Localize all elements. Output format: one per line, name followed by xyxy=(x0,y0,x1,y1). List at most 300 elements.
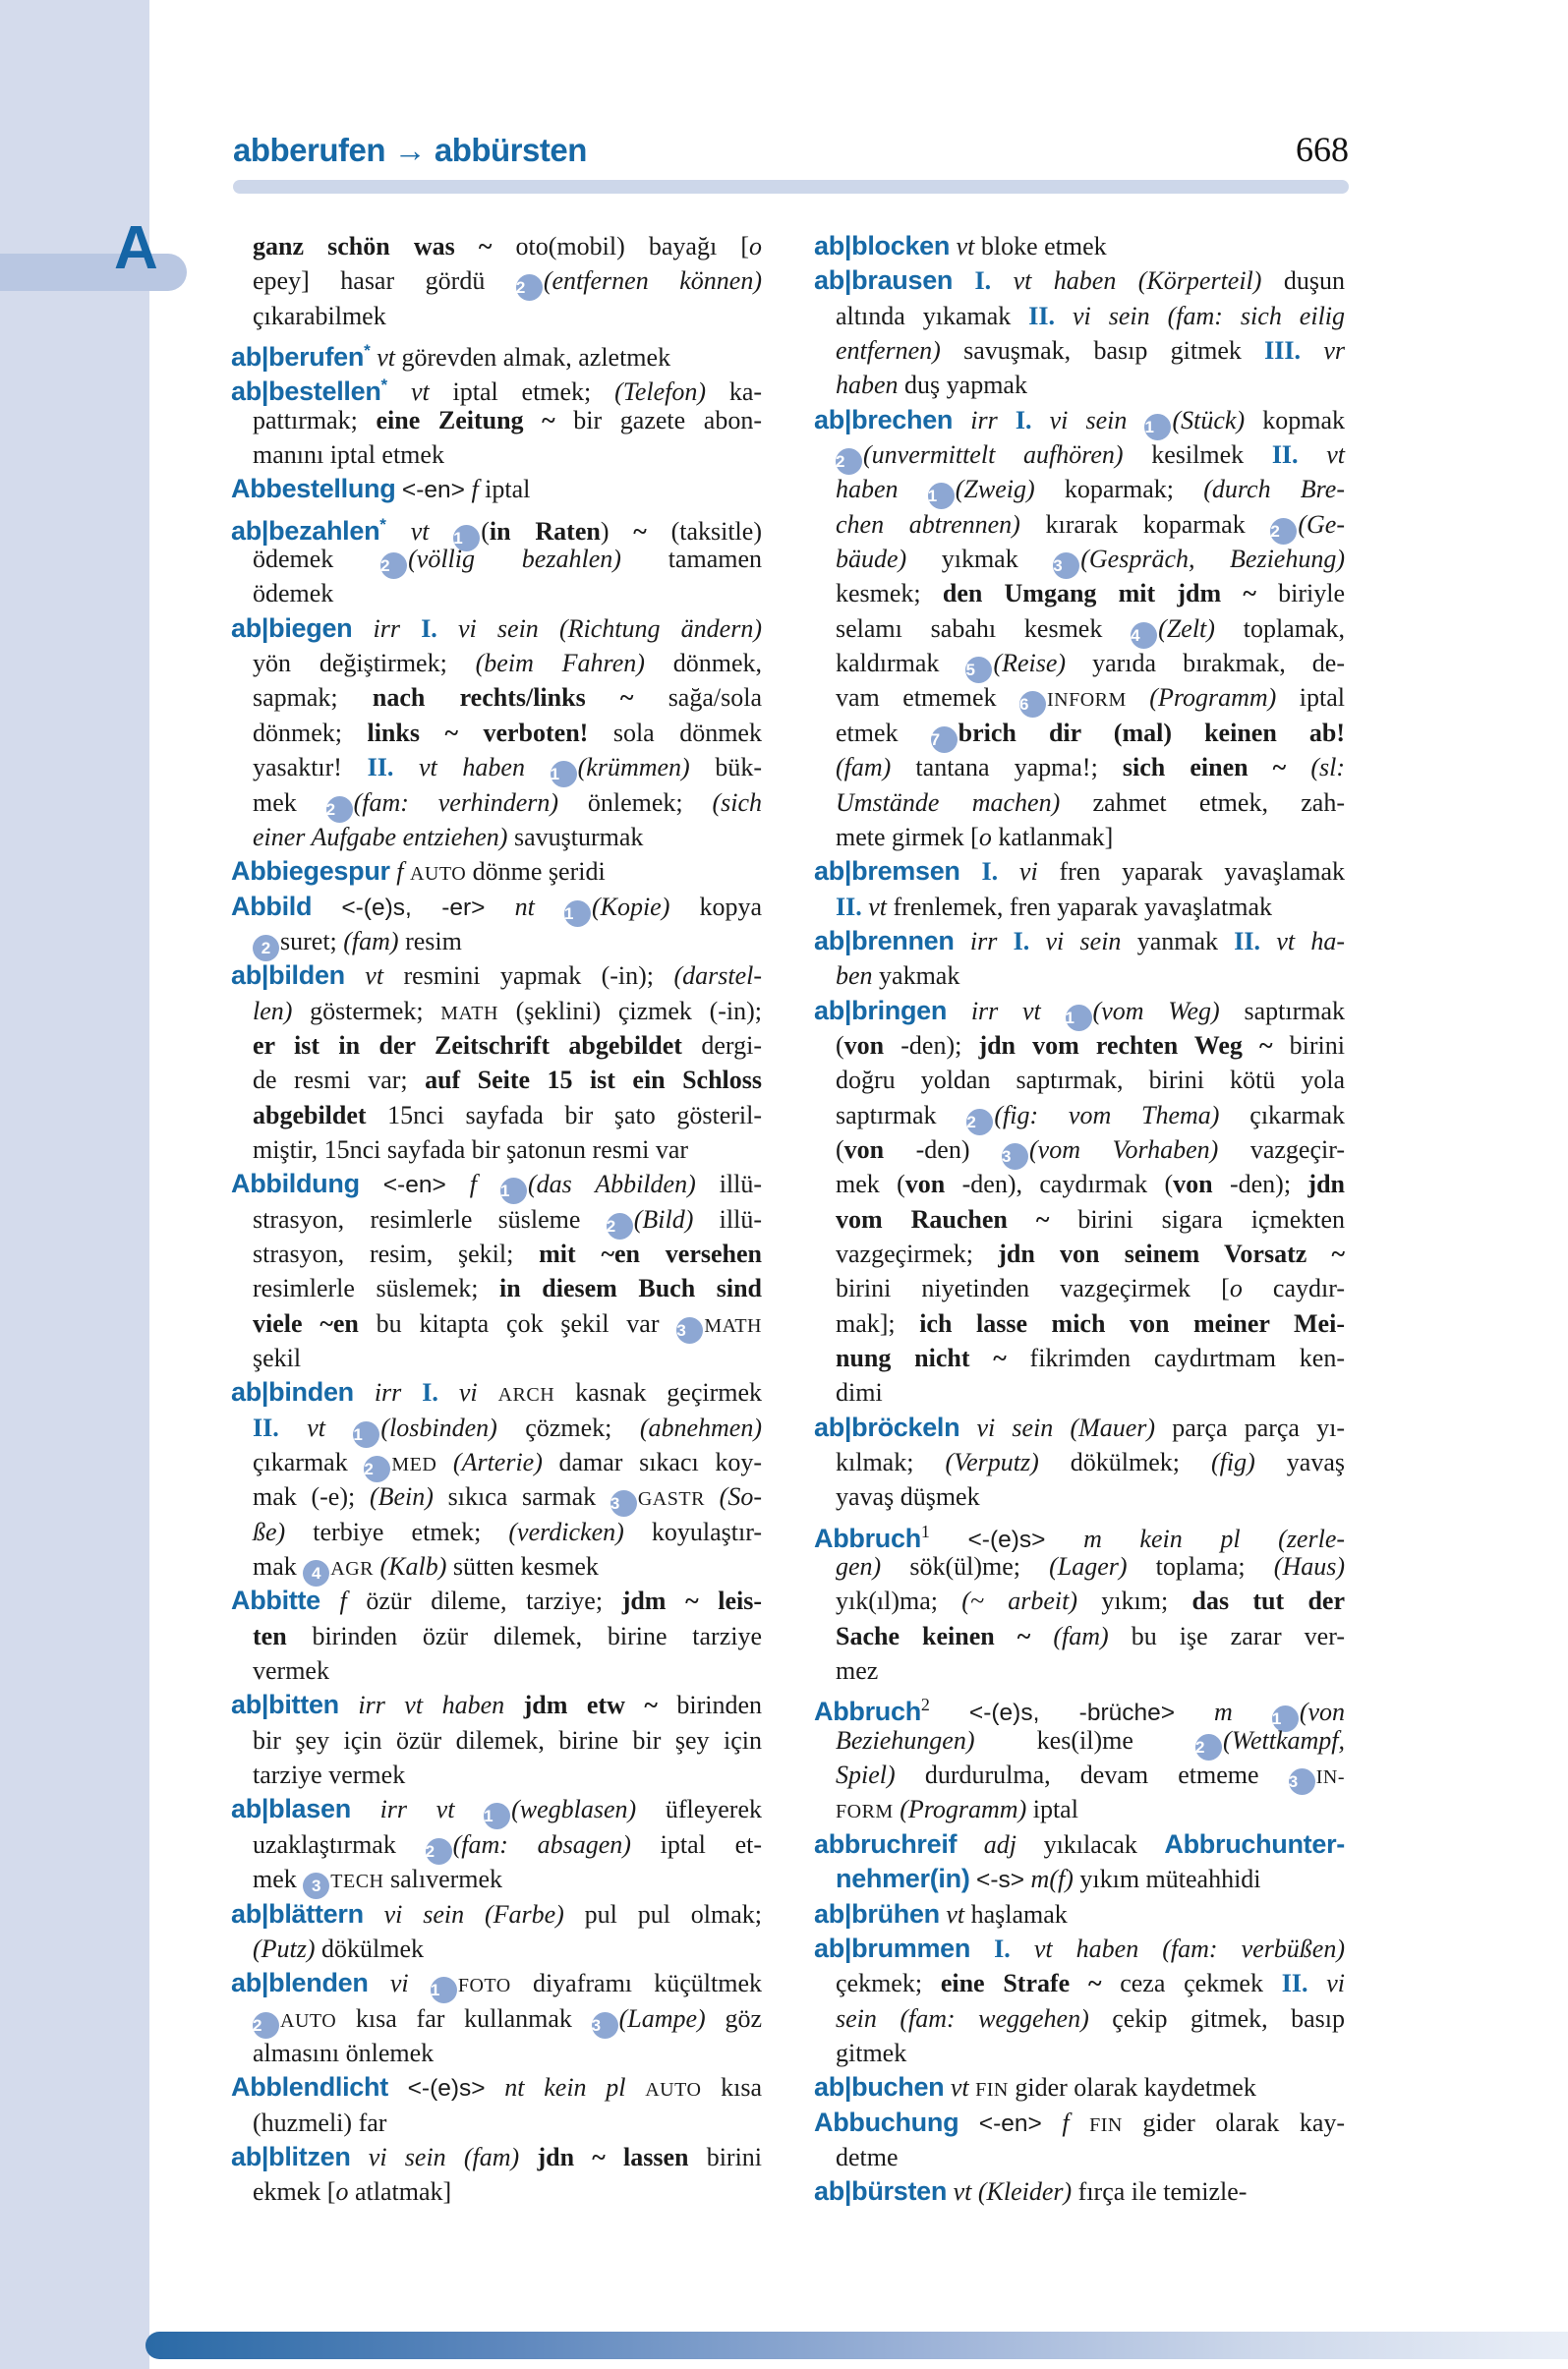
text: iptal et- xyxy=(630,1829,762,1859)
grammar-or-gloss-italic: ben xyxy=(836,961,873,991)
text xyxy=(991,266,1013,295)
sense-roman-numeral: II. xyxy=(1271,440,1299,470)
example-bold: jdn von seinem Vorsatz ~ xyxy=(998,1239,1345,1268)
grammar-or-gloss-italic: chen abtrennen) xyxy=(836,509,1020,539)
homograph-number: 1 xyxy=(920,1521,930,1541)
text xyxy=(705,1482,720,1511)
entry-line xyxy=(231,646,762,680)
text: damar sıkacı koy- xyxy=(542,1448,763,1477)
headword: ab|blenden xyxy=(231,1968,369,1998)
text xyxy=(1011,1935,1034,1963)
entry-line xyxy=(814,333,1345,368)
grammar-or-gloss-italic: (Kopie) xyxy=(591,892,670,921)
grammar-or-gloss-italic: vi sein xyxy=(1045,926,1122,955)
grammar-or-gloss-italic: ße) xyxy=(253,1517,286,1546)
sense-number-badge: 1 xyxy=(1272,1705,1299,1732)
text xyxy=(1030,1622,1053,1650)
grammar-or-gloss-italic: vt ha- xyxy=(1276,926,1346,955)
text: iptal xyxy=(1026,1795,1078,1824)
sense-number-badge: 2 xyxy=(1195,1734,1222,1761)
text: çıkarabilmek xyxy=(253,301,386,330)
text: savuşmak, basıp gitmek xyxy=(940,336,1265,366)
entry-line xyxy=(814,1063,1345,1097)
text xyxy=(345,961,365,990)
text: kısa far kullanmak xyxy=(336,2003,592,2033)
text xyxy=(400,614,421,643)
grammar-or-gloss-italic: (unvermittelt aufhören) xyxy=(863,440,1124,470)
entry-line xyxy=(814,507,1345,542)
entry-line xyxy=(231,229,762,263)
text xyxy=(409,1969,431,1997)
entry-line xyxy=(231,2001,762,2036)
text xyxy=(312,893,341,921)
grammar-or-gloss-italic: (vom Vorhaben) xyxy=(1029,1134,1219,1164)
text: mak (-e); xyxy=(253,1482,370,1512)
grammar-or-gloss-italic: (von xyxy=(1299,1698,1346,1727)
text: mak]; xyxy=(836,1308,920,1338)
text: göstermek; xyxy=(292,996,441,1025)
domain-label: GASTR xyxy=(637,1488,705,1511)
page-number: 668 xyxy=(1296,130,1349,169)
text: çözmek; xyxy=(496,1413,640,1442)
entry-line xyxy=(814,611,1345,646)
text: sıkıca sarmak xyxy=(433,1482,610,1512)
text: (huzmeli) far xyxy=(253,2108,387,2137)
headword: ab|berufen xyxy=(231,342,365,373)
text: ( xyxy=(481,516,490,546)
text: gider olarak kay- xyxy=(1122,2108,1346,2137)
text: bir şey için özür dilemek, birine bir şey için xyxy=(253,1725,762,1755)
text xyxy=(1029,927,1045,955)
entry-line xyxy=(814,1237,1345,1271)
grammar-or-gloss-italic: vi sein (Richtung ändern) xyxy=(457,613,762,643)
entry-line xyxy=(231,994,762,1028)
text: bük- xyxy=(689,753,763,782)
text: sütten kesmek xyxy=(446,1552,599,1582)
grammar-or-gloss-italic: Beziehungen) xyxy=(836,1725,975,1755)
grammar-or-gloss-italic: bäude) xyxy=(836,545,907,574)
text: ( xyxy=(836,1134,844,1164)
entry-line xyxy=(814,1862,1345,1896)
entry-line xyxy=(814,680,1345,715)
headword: ab|bürsten xyxy=(814,2176,948,2207)
text: sök(ül)me; xyxy=(881,1552,1050,1582)
sense-number-badge: 1 xyxy=(1144,414,1171,440)
entry-line xyxy=(231,507,762,548)
entry-line xyxy=(814,1375,1345,1410)
headword: ab|blasen xyxy=(231,1794,351,1824)
grammar-or-gloss-italic: (entfernen können) xyxy=(543,266,762,296)
grammar-or-gloss-italic: (losbinden) xyxy=(380,1413,497,1442)
grammar-or-gloss-italic: (das Abbilden) xyxy=(527,1170,696,1199)
headword-asterisk: * xyxy=(379,514,386,534)
entry-line xyxy=(814,1306,1345,1341)
grammar-or-gloss-italic: vt xyxy=(953,2177,972,2207)
grammar-or-gloss-italic: Umstände machen) xyxy=(836,787,1061,817)
grammar-or-gloss-italic: vi sein (Farbe) xyxy=(383,1899,564,1929)
text xyxy=(279,1414,307,1442)
grammar-or-gloss-italic: vt haben (fam: verbüßen) xyxy=(1033,1934,1346,1963)
text: bloke etmek xyxy=(974,232,1107,260)
domain-label: MED xyxy=(391,1454,437,1476)
entry-line xyxy=(814,1723,1345,1758)
grammar-or-gloss-italic: (vom Weg) xyxy=(1092,996,1220,1025)
text: strasyon, resimlerle süsleme xyxy=(253,1204,607,1234)
example-bold: nung nicht ~ xyxy=(836,1344,1007,1372)
entry-line xyxy=(231,1966,762,2000)
grammar-or-gloss-italic: gen) xyxy=(836,1552,882,1582)
entry-line xyxy=(231,403,762,437)
entry-line xyxy=(814,1202,1345,1237)
grammar-or-gloss-italic: irr vt xyxy=(379,1795,455,1824)
grammar-or-gloss-italic: (fig: vom Thema) xyxy=(994,1100,1220,1129)
text: sağa/sola xyxy=(633,683,762,713)
text: ekmek [ xyxy=(253,2177,336,2207)
grammar-or-gloss-italic: vi xyxy=(1326,1969,1345,1998)
example-bold: ~ xyxy=(633,516,647,546)
sense-number-badge: 5 xyxy=(965,657,992,683)
text xyxy=(998,857,1019,886)
text: dimi xyxy=(836,1378,883,1408)
header-rule-bar xyxy=(233,180,1349,194)
text: fren yaparak yavaşlamak xyxy=(1037,857,1345,887)
headword: ab|brausen xyxy=(814,265,954,296)
text xyxy=(998,406,1016,434)
text xyxy=(1260,927,1276,955)
entry-line xyxy=(814,1028,1345,1063)
grammar-or-gloss-italic: Spiel) xyxy=(836,1761,896,1790)
sense-roman-numeral: II. xyxy=(1234,926,1261,955)
headword: Abbruchunter- xyxy=(1164,1828,1345,1859)
example-bold: sich einen ~ xyxy=(1122,753,1287,782)
entry-line xyxy=(814,1549,1345,1584)
footer-bar xyxy=(145,2332,1568,2359)
grammar-or-gloss-italic: (Programm) xyxy=(1149,683,1277,713)
grammar-or-gloss-italic: o xyxy=(335,2177,349,2207)
entry-line xyxy=(814,263,1345,298)
entry-line xyxy=(231,1341,762,1375)
entry-line xyxy=(814,716,1345,750)
text: pul pul olmak; xyxy=(563,1899,762,1929)
grammar-or-gloss-italic: (~ arbeit) xyxy=(961,1587,1078,1616)
text: önlemek; xyxy=(558,787,713,817)
entry-line xyxy=(814,820,1345,854)
text xyxy=(959,1414,976,1442)
text: bu işe zarar ver- xyxy=(1108,1621,1345,1650)
text: dergi- xyxy=(681,1030,762,1060)
sense-roman-numeral: II. xyxy=(836,892,862,921)
text: görevden almak, azletmek xyxy=(394,343,671,373)
text: epey] hasar gördü xyxy=(253,266,516,296)
text: 15nci sayfada bir şato gösteril- xyxy=(366,1100,762,1129)
text: detme xyxy=(836,2142,899,2171)
grammar-or-gloss-italic: (Programm) xyxy=(900,1795,1027,1824)
example-bold: brich dir (mal) keinen ab! xyxy=(958,718,1345,747)
text: sapmak; xyxy=(253,683,373,713)
sense-roman-numeral: I. xyxy=(422,1378,438,1408)
text: dönme şeridi xyxy=(466,857,606,887)
entry-line xyxy=(814,646,1345,680)
inflection-info: <-en> xyxy=(401,477,465,504)
text: iptal etmek; xyxy=(429,377,615,407)
grammar-or-gloss-italic: (fam) xyxy=(836,753,892,782)
sense-number-badge: 2 xyxy=(836,448,862,475)
entry-line xyxy=(814,1792,1345,1826)
text xyxy=(388,2073,408,2102)
entry-line xyxy=(231,1584,762,1618)
entry-line xyxy=(231,1237,762,1271)
text: kırarak koparmak xyxy=(1019,509,1271,539)
sense-number-badge: 2 xyxy=(607,1213,633,1240)
text: -den); xyxy=(884,1030,979,1060)
text: -den), caydırmak ( xyxy=(945,1170,1174,1199)
domain-label: INFORM xyxy=(1047,689,1127,712)
entry-line xyxy=(231,1792,762,1826)
entry-line xyxy=(231,576,762,610)
grammar-or-gloss-italic: m xyxy=(1214,1698,1233,1727)
text: yık(ıl)ma; xyxy=(836,1587,962,1616)
headword: Abbild xyxy=(231,891,313,921)
text: ka- xyxy=(706,377,763,407)
entry-line xyxy=(231,1688,762,1722)
text: çıkarmak xyxy=(1219,1100,1345,1129)
text xyxy=(1070,2109,1090,2137)
example-bold: abgebildet xyxy=(253,1100,367,1129)
entry-line xyxy=(814,1966,1345,2000)
headword: ab|blitzen xyxy=(231,2141,351,2171)
text: kesilmek xyxy=(1123,440,1272,470)
entry-line xyxy=(231,1653,762,1688)
text xyxy=(320,1587,340,1615)
grammar-or-gloss-italic: vi sein xyxy=(1049,405,1128,434)
headword: Abbruch xyxy=(814,1697,921,1727)
grammar-or-gloss-italic: len) xyxy=(253,996,293,1025)
text: mete girmek [ xyxy=(836,822,979,851)
entry-line xyxy=(231,2070,762,2105)
homograph-number: 2 xyxy=(920,1695,930,1715)
text xyxy=(478,1378,498,1407)
sense-roman-numeral: II. xyxy=(1281,1969,1308,1998)
text: vazgeçirmek; xyxy=(836,1239,999,1268)
grammar-or-gloss-italic: (abnehmen) xyxy=(639,1413,762,1442)
text xyxy=(437,614,458,643)
entry-line xyxy=(231,1098,762,1132)
entry-line xyxy=(814,1619,1345,1653)
text: saptırmak xyxy=(836,1100,967,1129)
sense-number-badge: 2 xyxy=(1270,518,1297,545)
grammar-or-gloss-italic: vt xyxy=(956,232,975,260)
entry-line xyxy=(814,1584,1345,1618)
grammar-or-gloss-italic: o xyxy=(1229,1274,1243,1303)
text: göz xyxy=(705,2003,762,2033)
text: atlatmak] xyxy=(348,2177,452,2207)
sense-number-badge: 1 xyxy=(928,483,955,509)
entry-line xyxy=(231,890,762,924)
grammar-or-gloss-italic: f xyxy=(471,475,479,504)
grammar-or-gloss-italic: vi sein (fam) xyxy=(368,2142,520,2171)
text xyxy=(953,266,974,295)
example-bold: viele ~en xyxy=(253,1308,359,1338)
headword: ab|bitten xyxy=(231,1690,339,1720)
text xyxy=(525,753,551,781)
sense-number-badge: 2 xyxy=(364,1456,390,1482)
entry-line xyxy=(814,299,1345,333)
entry-line xyxy=(814,1758,1345,1792)
text: kılmak; xyxy=(836,1448,946,1477)
text: mek xyxy=(253,1865,304,1894)
grammar-or-gloss-italic: irr vt xyxy=(970,996,1041,1025)
entry-line xyxy=(814,958,1345,993)
text xyxy=(535,893,564,921)
entry-line xyxy=(231,2106,762,2140)
grammar-or-gloss-italic: (Zelt) xyxy=(1158,613,1215,643)
entry-line xyxy=(814,785,1345,820)
example-bold: von xyxy=(843,1134,885,1164)
text: yıkılacak xyxy=(1016,1829,1165,1859)
text: fırça ile temizle- xyxy=(1072,2177,1248,2207)
sense-number-badge: 4 xyxy=(303,1560,329,1587)
headword: ab|bezahlen xyxy=(231,515,380,546)
headword: ab|brühen xyxy=(814,1898,940,1929)
entry-line xyxy=(231,1202,762,1237)
grammar-or-gloss-italic: vt xyxy=(307,1413,325,1442)
example-bold: mit ~en versehen xyxy=(539,1239,762,1268)
grammar-or-gloss-italic: vi xyxy=(389,1969,409,1998)
grammar-or-gloss-italic: vt xyxy=(950,2073,969,2103)
example-bold: von xyxy=(904,1170,946,1199)
entry-line xyxy=(231,1515,762,1549)
grammar-or-gloss-italic: (krümmen) xyxy=(577,753,690,782)
headword: Abbruch xyxy=(814,1523,921,1553)
text: vermek xyxy=(253,1656,329,1686)
text: sola dönmek xyxy=(588,718,762,747)
text: saptırmak xyxy=(1219,996,1346,1025)
domain-label: MATH xyxy=(440,1002,498,1024)
headword: ab|brechen xyxy=(814,404,954,434)
text: -den); xyxy=(1212,1170,1308,1199)
text: dönmek, xyxy=(644,649,762,678)
sense-roman-numeral: II. xyxy=(253,1413,279,1442)
sense-roman-numeral: I. xyxy=(974,266,992,296)
grammar-or-gloss-italic: (Zweig) xyxy=(955,475,1035,504)
letter-tab-pill xyxy=(0,254,187,291)
text xyxy=(1042,2109,1063,2137)
entry-line xyxy=(814,1688,1346,1729)
domain-label: FIN xyxy=(975,2079,1009,2102)
entry-line xyxy=(814,1653,1345,1688)
entry-line xyxy=(814,576,1345,610)
grammar-or-gloss-italic: (völlig bezahlen) xyxy=(408,545,621,574)
text: tarziye vermek xyxy=(253,1761,406,1790)
text: mez xyxy=(836,1656,879,1686)
entry-line xyxy=(814,1515,1346,1553)
text: tantana yapma!; xyxy=(891,753,1123,782)
text: frenlemek, fren yaparak yavaşlatmak xyxy=(887,892,1272,921)
grammar-or-gloss-italic: nt xyxy=(514,892,535,921)
text xyxy=(1299,440,1327,469)
headword: ab|binden xyxy=(231,1377,354,1408)
text: salıvermek xyxy=(383,1865,503,1894)
text: özür dileme, tarziye; xyxy=(346,1587,622,1616)
text xyxy=(351,2143,369,2171)
grammar-or-gloss-italic: irr xyxy=(373,613,401,643)
headword: ab|bestellen xyxy=(231,376,381,407)
headword: ab|buchen xyxy=(814,2072,945,2103)
text: almasını önlemek xyxy=(253,2038,435,2067)
text: yakmak xyxy=(872,961,960,991)
grammar-or-gloss-italic: nt kein pl xyxy=(504,2073,626,2103)
example-bold: jdn ~ lassen xyxy=(537,2142,689,2171)
grammar-or-gloss-italic: (Putz) xyxy=(253,1934,316,1963)
grammar-or-gloss-italic: (verdicken) xyxy=(508,1517,624,1546)
sense-roman-numeral: I. xyxy=(981,857,999,887)
text xyxy=(955,927,970,955)
text xyxy=(485,893,514,921)
entry-line xyxy=(231,542,762,576)
text xyxy=(325,1414,353,1442)
sidebar-strip xyxy=(0,0,149,2369)
text: birini xyxy=(688,2142,763,2171)
text: tamamen xyxy=(620,545,762,574)
example-bold: auf Seite 15 ist ein Schloss xyxy=(425,1066,762,1095)
text: toplama; xyxy=(1127,1552,1274,1582)
grammar-or-gloss-italic: o xyxy=(978,822,992,851)
text xyxy=(339,1691,359,1719)
text: koyulaştır- xyxy=(623,1517,763,1546)
text: dönmek; xyxy=(253,718,368,747)
grammar-or-gloss-italic: (Reise) xyxy=(993,649,1067,678)
entry-line xyxy=(814,854,1345,889)
text: birinden özür dilemek, birine tarziye xyxy=(286,1621,762,1650)
entry-line xyxy=(814,1132,1345,1167)
guide-words: abberufen → abbürsten xyxy=(233,132,587,168)
text: oto(mobil) bayağı [ xyxy=(492,232,749,260)
sense-number-badge: 2 xyxy=(380,552,407,579)
grammar-or-gloss-italic: irr xyxy=(970,405,998,434)
grammar-or-gloss-italic: vr xyxy=(1323,336,1345,366)
text: kaldırmak xyxy=(836,649,966,678)
text xyxy=(401,1378,422,1407)
inflection-info: <-s> xyxy=(976,1867,1025,1894)
inflection-info: <-(e)s, -er> xyxy=(341,894,486,921)
example-bold: jdn vom rechten Weg ~ xyxy=(978,1030,1273,1060)
text: çekmek; xyxy=(836,1969,941,1998)
entry-line xyxy=(231,263,762,298)
domain-label: AUTO xyxy=(645,2079,702,2102)
entry-line xyxy=(814,2140,1345,2174)
text xyxy=(352,614,373,643)
grammar-or-gloss-italic: einer Aufgabe entziehen) xyxy=(253,822,508,851)
dictionary-column-right xyxy=(814,229,1345,2210)
grammar-or-gloss-italic: o xyxy=(749,232,762,260)
text: yıkım müteahhidi xyxy=(1073,1865,1261,1894)
text: miştir, 15nci sayfada bir şatonun resmi var xyxy=(253,1134,689,1164)
text: yavaş xyxy=(1254,1448,1345,1477)
headword-asterisk: * xyxy=(364,341,371,361)
text xyxy=(351,1795,380,1823)
text xyxy=(393,753,419,781)
grammar-or-gloss-italic: (zerle- xyxy=(1278,1524,1346,1553)
section-letter: A xyxy=(114,214,158,282)
text: ) xyxy=(600,516,634,546)
dictionary-column-left xyxy=(231,229,762,2210)
example-bold: ich lasse mich von meiner Mei- xyxy=(919,1308,1345,1338)
sense-number-badge: 3 xyxy=(1053,552,1079,579)
grammar-or-gloss-italic: (fam) xyxy=(1053,1621,1109,1650)
headword: ab|brummen xyxy=(814,1933,971,1963)
example-bold: das tut der xyxy=(1191,1587,1345,1616)
text: koparmak; xyxy=(1034,475,1204,504)
